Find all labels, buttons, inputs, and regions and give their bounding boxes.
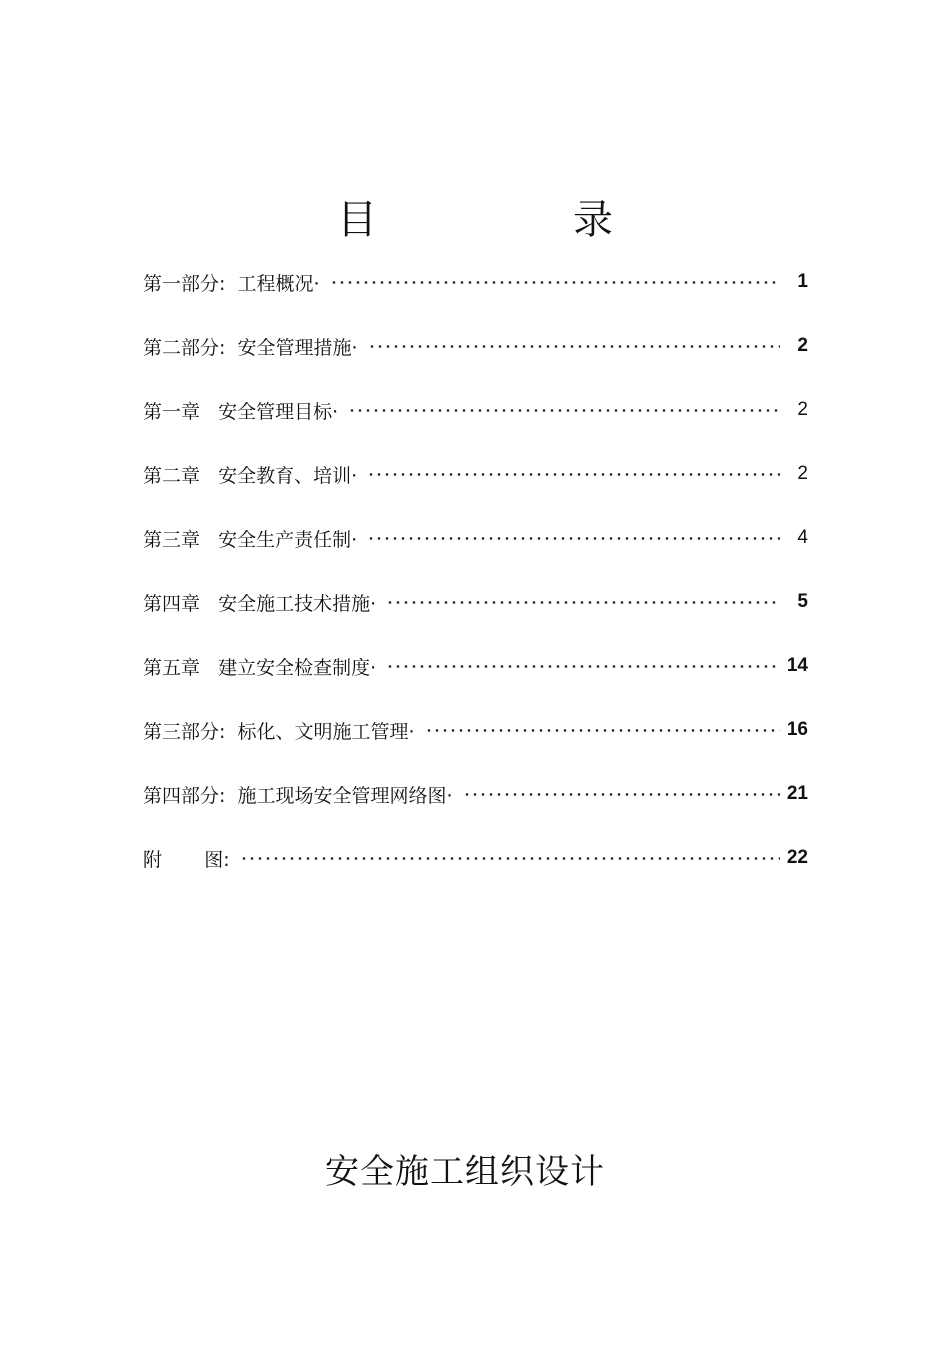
toc-entry[interactable] [143, 826, 808, 890]
toc-entry[interactable] [143, 570, 808, 634]
toc-entry-page: 21 [786, 783, 808, 804]
toc-entry-page: 2 [797, 463, 808, 484]
toc-entry-label: 第三章 安全生产责任制· [143, 525, 363, 552]
toc-entry-page: 22 [786, 847, 808, 868]
toc-entry-page: 4 [797, 527, 808, 548]
toc-entry-page: 1 [797, 271, 808, 292]
toc-entry-page: 2 [797, 399, 808, 420]
toc-entry[interactable] [143, 442, 808, 506]
toc-dot-leader [368, 337, 780, 356]
toc-dot-leader [330, 273, 780, 292]
toc-entry-page: 2 [797, 335, 808, 356]
toc-entry-label: 第五章 建立安全检查制度· [143, 653, 382, 680]
toc-entry-page: 5 [797, 591, 808, 612]
toc-entry-label: 附 图: [143, 845, 236, 872]
toc-dot-leader [240, 849, 780, 868]
toc-entry-label: 第一章 安全管理目标· [143, 397, 344, 424]
toc-dot-leader [386, 657, 780, 676]
toc-dot-leader [425, 721, 780, 740]
toc-entry-label: 第二章 安全教育、培训· [143, 461, 363, 488]
toc-entry-page: 16 [786, 719, 808, 740]
toc-entry-label: 第四章 安全施工技术措施· [143, 589, 382, 616]
toc-entry[interactable] [143, 634, 808, 698]
toc-entry-label: 第一部分: 工程概况· [143, 269, 326, 296]
toc-title: 目 录 [337, 197, 691, 243]
toc-entry[interactable] [143, 698, 808, 762]
toc-dot-leader [367, 529, 780, 548]
toc-entry[interactable] [143, 762, 808, 826]
document-title: 安全施工组织设计 [325, 1152, 605, 1192]
toc-dot-leader [463, 785, 780, 804]
toc-entry-label: 第四部分: 施工现场安全管理网络图· [143, 781, 459, 808]
toc-dot-leader [386, 593, 780, 612]
toc-entry[interactable] [143, 506, 808, 570]
toc-entry[interactable] [143, 314, 808, 378]
toc-entry-label: 第二部分: 安全管理措施· [143, 333, 364, 360]
toc-dot-leader [367, 465, 780, 484]
toc-entry[interactable] [143, 250, 808, 314]
toc-dot-leader [348, 401, 780, 420]
toc-entry-label: 第三部分: 标化、文明施工管理· [143, 717, 421, 744]
toc-list [143, 250, 808, 890]
toc-entry[interactable] [143, 378, 808, 442]
toc-entry-page: 14 [786, 655, 808, 676]
